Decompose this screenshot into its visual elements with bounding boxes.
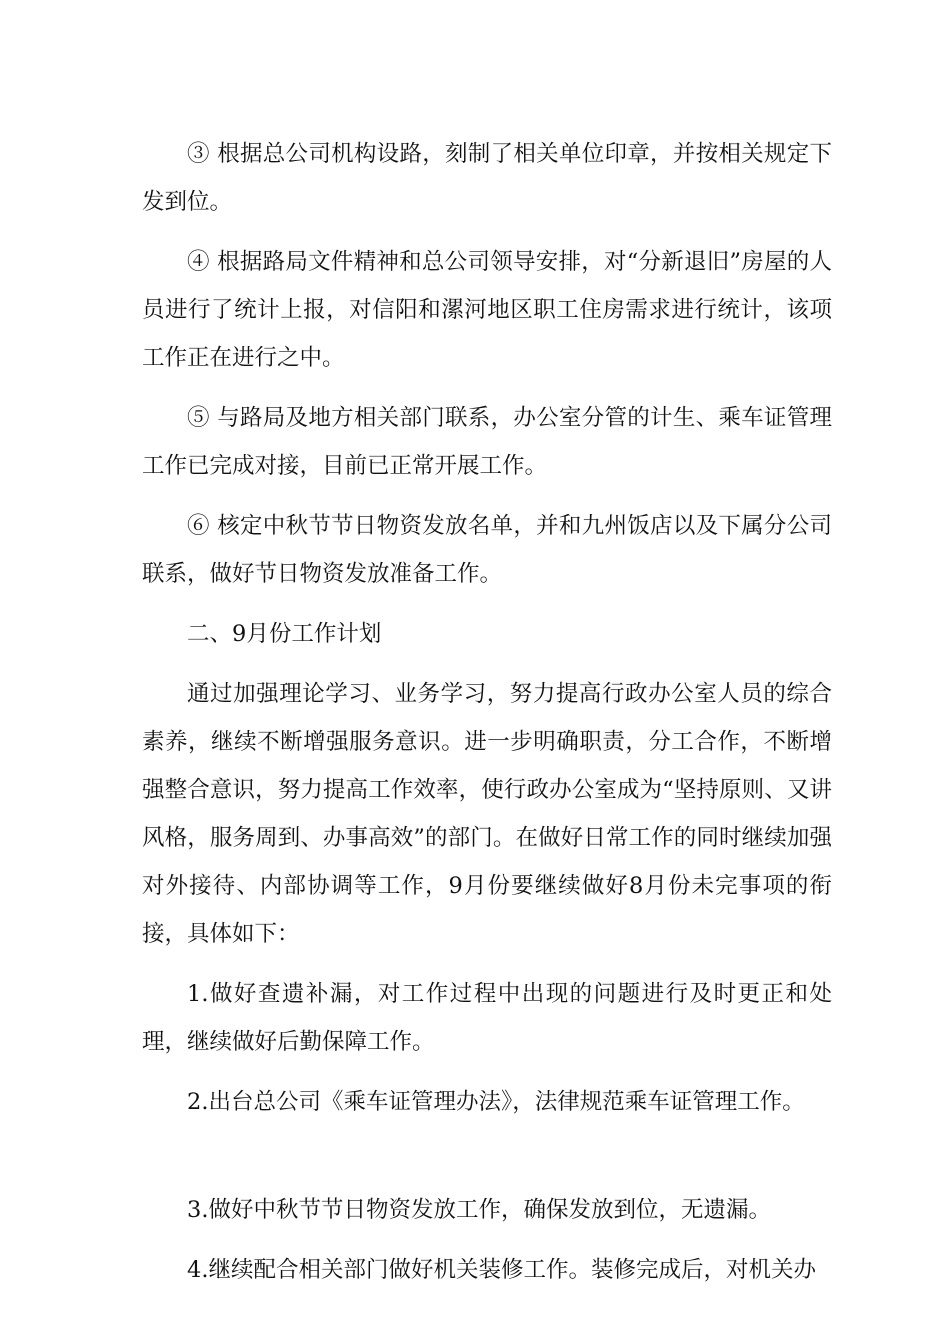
section-heading: 二、9月份工作计划 [187, 621, 382, 647]
paragraph-plan-intro: 通过加强理论学习、业务学习，努力提高行政办公室人员的综合素养，继续不断增强服务意识。进一步明确职责，分工合作，不断增强整合意识，努力提高工作效率，使行政办公室成为“坚持原则、又讲风格，服务周到、办事高效”的部门。在做好日常工作的同时继续加强对外接待、内部协调等工作，9月份要继续做好8月份未完事项的衔接，具体如下： [142, 681, 832, 947]
document-body [142, 130, 832, 1306]
plan-item-3: 3.做好中秋节节日物资发放工作，确保发放到位，无遗漏。 [187, 1197, 771, 1223]
plan-item-2: 2.出台总公司《乘车证管理办法》，法律规范乘车证管理工作。 [187, 1089, 805, 1115]
paragraph-item-6: ⑥ 核定中秋节节日物资发放名单，并和九州饭店以及下属分公司联系，做好节日物资发放准备工作。 [142, 513, 832, 587]
paragraph-item-5: ⑤ 与路局及地方相关部门联系，办公室分管的计生、乘车证管理工作已完成对接，目前已正常开展工作。 [142, 405, 832, 479]
paragraph-item-3: ③ 根据总公司机构设路，刻制了相关单位印章，并按相关规定下发到位。 [142, 141, 832, 215]
plan-item-4: 4.继续配合相关部门做好机关装修工作。装修完成后，对机关办 [187, 1257, 816, 1283]
paragraph-item-4: ④ 根据路局文件精神和总公司领导安排，对“分新退旧”房屋的人员进行了统计上报，对信阳和漯河地区职工住房需求进行统计，该项工作正在进行之中。 [142, 249, 832, 371]
plan-item-1: 1.做好查遗补漏，对工作过程中出现的问题进行及时更正和处理，继续做好后勤保障工作。 [142, 981, 832, 1055]
